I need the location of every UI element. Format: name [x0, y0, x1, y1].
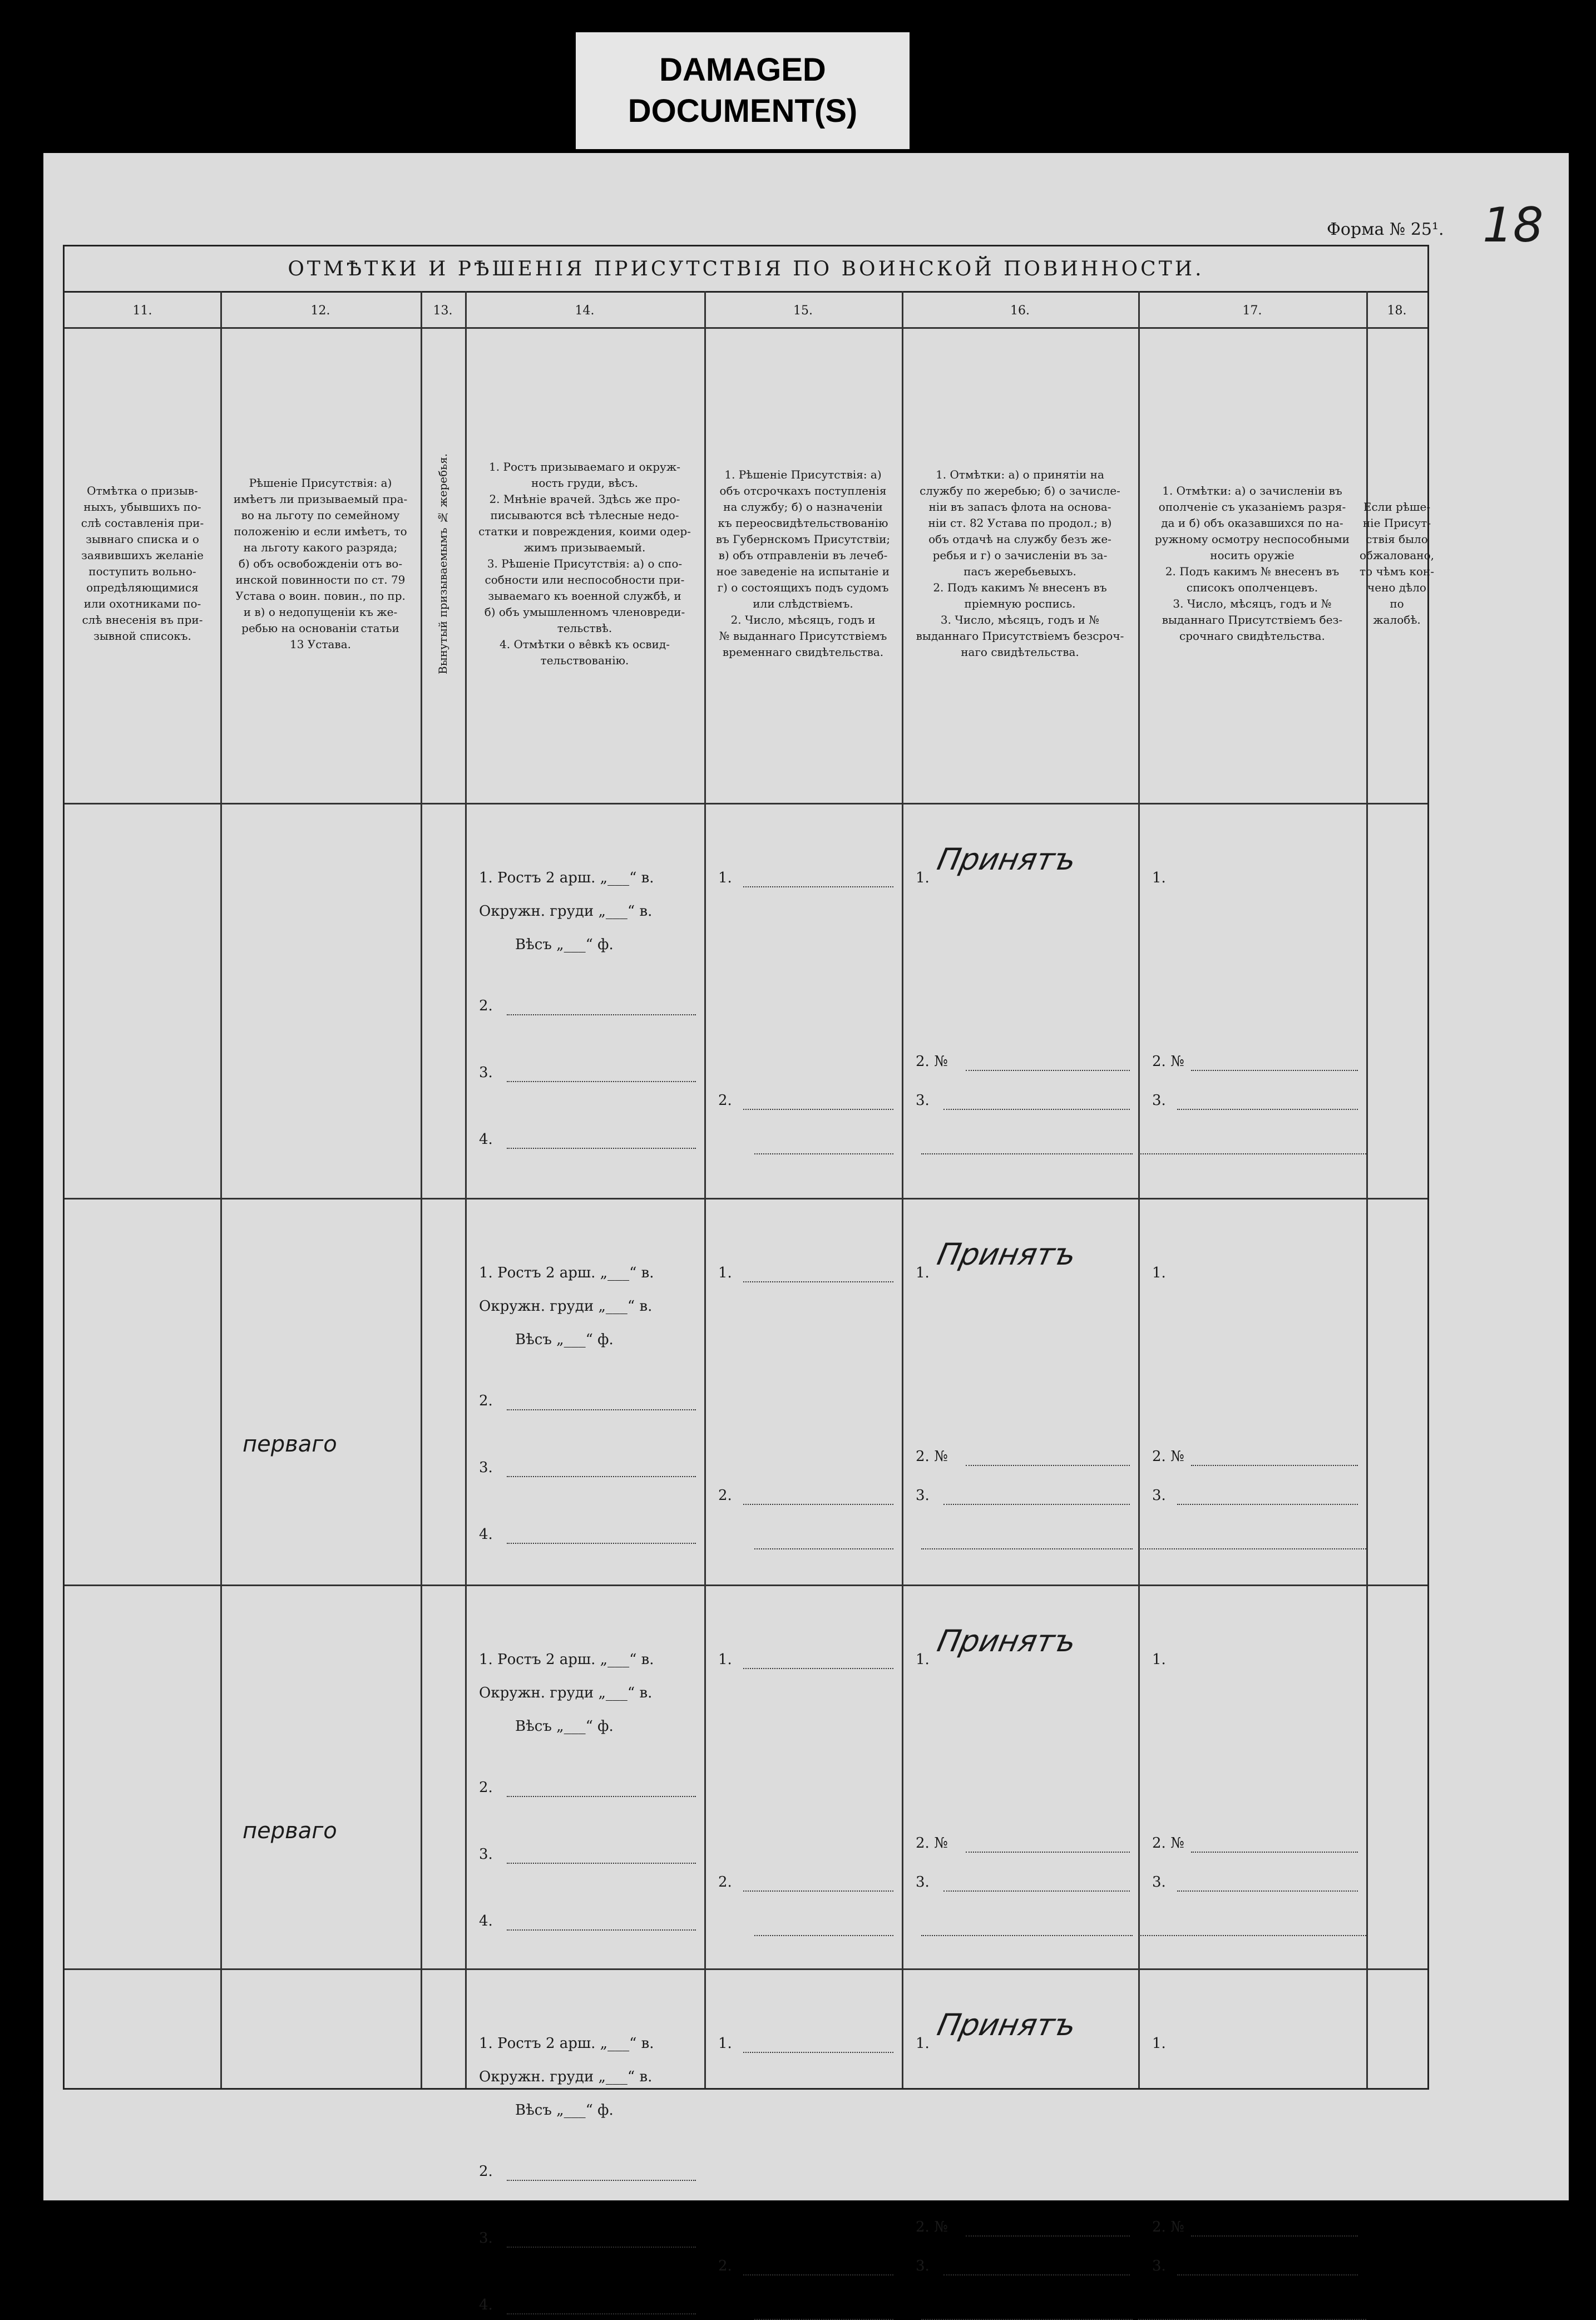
damaged-document-stamp: [576, 32, 910, 149]
item-number: 1.: [916, 1265, 930, 1281]
chest-field: Окружн. груди „___“ в.: [479, 1298, 653, 1315]
fill-line: [1138, 1935, 1366, 1936]
item-number: 2.: [718, 1092, 732, 1109]
item-number: 3.: [479, 2230, 493, 2247]
weight-field: Вѣсъ „___“ ф.: [515, 1718, 614, 1735]
column-header: Если рѣше- ніе Присут- ствія было обжаловано, то чѣмъ кон- чено дѣло по жалобѣ.: [1359, 500, 1435, 626]
fill-line: [1177, 1109, 1358, 1110]
register-form-table: [63, 245, 1435, 2313]
fill-line: [1191, 1070, 1358, 1071]
column-header: Рѣшеніе Присутствія: а) имѣетъ ли призываемый пра- во на льготу по семейному положенію и если имѣетъ, то на льготу какого разряда; б) объ освобожденіи отъ во- инской повинности по ст. 79 Устава о воин. повин., по пр. и в) о недопущеніи къ же- ребью на основаніи статьи 13 Устава.: [233, 476, 408, 651]
item-number: 1.: [1152, 870, 1166, 886]
fill-line: [754, 1153, 893, 1154]
militia-number-field: 2. №: [1152, 2219, 1184, 2235]
fill-line: [743, 2274, 893, 2275]
stamp-line-1: DAMAGED: [659, 52, 826, 88]
accepted-signature: Принятъ: [934, 842, 1080, 877]
item-number: 1.: [718, 2035, 732, 2052]
fill-line: [743, 2052, 893, 2053]
item-number: 2.: [479, 998, 493, 1014]
fill-line: [1191, 2235, 1358, 2237]
item-number: 2.: [479, 1393, 493, 1409]
item-number: 3.: [916, 2258, 930, 2274]
item-number: 4.: [479, 1131, 493, 1148]
row-divider: [65, 1198, 1427, 1200]
item-number: 1.: [916, 1651, 930, 1668]
fill-line: [743, 1281, 893, 1282]
column-number: 12.: [310, 303, 330, 318]
fill-line: [507, 1014, 696, 1015]
fill-line: [507, 2247, 696, 2248]
fill-line: [1177, 1890, 1358, 1892]
fill-line: [1177, 2274, 1358, 2275]
roster-number-field: 2. №: [916, 1053, 948, 1070]
column-header: [421, 330, 465, 797]
height-field: 1. Ростъ 2 арш. „___“ в.: [479, 1651, 654, 1668]
weight-field: Вѣсъ „___“ ф.: [515, 1331, 614, 1348]
item-number: 3.: [479, 1846, 493, 1863]
accepted-signature: Принятъ: [934, 1237, 1080, 1272]
column-header: 1. Отмѣтки: а) о принятіи на службу по жеребью; б) о зачисле- ніи въ запасъ флота на основа- ніи ст. 82 Устава по продол.; в) объ отдачѣ на службу безъ же- ребья и г) о зачисленіи въ за- пасъ жеребьевыхъ. 2. Подъ какимъ № внесенъ въ пріемную роспись. 3. Число, мѣсяцъ, годъ и № выданнаго Присутствіемъ безсроч- наго свидѣтельства.: [916, 468, 1124, 659]
fill-line: [507, 1148, 696, 1149]
fill-line: [743, 1109, 893, 1110]
fill-line: [921, 1935, 1133, 1936]
fill-line: [943, 1109, 1130, 1110]
item-number: 3.: [479, 1064, 493, 1081]
item-number: 3.: [1152, 1874, 1166, 1890]
column-header: 1. Рѣшеніе Присутствія: а) объ отсрочкахъ поступленія на службу; б) о назначеніи къ переосвидѣтельствованію въ Губернскомъ Присутствіи; в) объ отправленіи въ лечеб- ное заведеніе на испытаніе и г) о состоящихъ подъ судомъ или слѣдствіемъ. 2. Число, мѣсяцъ, годъ и № выданнаго Присутствіемъ временнаго свидѣтельства.: [715, 468, 891, 659]
item-number: 1.: [718, 870, 732, 886]
form-title: ОТМѢТКИ И РѢШЕНІЯ ПРИСУТСТВІЯ ПО ВОИНСКОЙ ПОВИННОСТИ.: [65, 246, 1427, 293]
item-number: 2.: [479, 1779, 493, 1796]
page-number: 18: [1483, 198, 1544, 253]
fill-line: [754, 1548, 893, 1549]
item-number: 3.: [916, 1874, 930, 1890]
fill-line: [754, 1935, 893, 1936]
fill-line: [507, 2313, 696, 2314]
item-number: 3.: [916, 1487, 930, 1504]
row-divider: [65, 1968, 1427, 1970]
fill-line: [966, 1852, 1130, 1853]
column-number: 14.: [575, 303, 595, 318]
row-divider: [65, 803, 1427, 804]
height-field: 1. Ростъ 2 арш. „___“ в.: [479, 870, 654, 886]
item-number: 1.: [1152, 1265, 1166, 1281]
row-divider: [65, 1584, 1427, 1586]
item-number: 3.: [1152, 1487, 1166, 1504]
weight-field: Вѣсъ „___“ ф.: [515, 936, 614, 953]
item-number: 2.: [718, 1487, 732, 1504]
item-number: 4.: [479, 1913, 493, 1929]
chest-field: Окружн. груди „___“ в.: [479, 2069, 653, 2085]
item-number: 3.: [1152, 2258, 1166, 2274]
militia-number-field: 2. №: [1152, 1448, 1184, 1465]
roster-number-field: 2. №: [916, 2219, 948, 2235]
fill-line: [507, 1543, 696, 1544]
column-header: 1. Отмѣтки: а) о зачисленіи въ ополченіе съ указаніемъ разря- да и б) объ оказавшихся по на- ружному осмотру неспособными носить оружіе 2. Подъ какимъ № внесенъ въ списокъ ополченцевъ. 3. Число, мѣсяцъ, годъ и № выданнаго Присутствіемъ без- срочнаго свидѣтельства.: [1154, 484, 1350, 643]
fill-line: [1138, 1548, 1366, 1549]
stamp-line-2: DOCUMENT(S): [627, 93, 858, 129]
fill-line: [1191, 1852, 1358, 1853]
privilege-decision-handwriting: перваго: [243, 1432, 337, 1457]
item-number: 2.: [718, 2258, 732, 2274]
item-number: 1.: [1152, 2035, 1166, 2052]
weight-field: Вѣсъ „___“ ф.: [515, 2102, 614, 2119]
fill-line: [966, 1465, 1130, 1466]
fill-line: [507, 1796, 696, 1797]
column-number: 15.: [793, 303, 813, 318]
fill-line: [943, 1890, 1130, 1892]
fill-line: [507, 1929, 696, 1931]
fill-line: [507, 1409, 696, 1410]
privilege-decision-handwriting: перваго: [243, 1818, 337, 1844]
fill-line: [921, 1153, 1133, 1154]
accepted-signature: Принятъ: [934, 2007, 1080, 2042]
fill-line: [507, 2180, 696, 2181]
chest-field: Окружн. груди „___“ в.: [479, 1685, 653, 1701]
item-number: 1.: [718, 1651, 732, 1668]
fill-line: [507, 1476, 696, 1477]
fill-line: [507, 1863, 696, 1864]
column-number: 17.: [1242, 303, 1262, 318]
item-number: 4.: [479, 2297, 493, 2313]
item-number: 1.: [916, 870, 930, 886]
fill-line: [743, 1668, 893, 1669]
item-number: 1.: [718, 1265, 732, 1281]
fill-line: [1138, 1153, 1366, 1154]
fill-line: [507, 1081, 696, 1082]
fill-line: [1191, 1465, 1358, 1466]
item-number: 3.: [1152, 1092, 1166, 1109]
fill-line: [966, 2235, 1130, 2237]
militia-number-field: 2. №: [1152, 1835, 1184, 1852]
item-number: 3.: [916, 1092, 930, 1109]
item-number: 3.: [479, 1459, 493, 1476]
height-field: 1. Ростъ 2 арш. „___“ в.: [479, 2035, 654, 2052]
fill-line: [743, 886, 893, 887]
column-number: 16.: [1010, 303, 1030, 318]
fill-line: [743, 1504, 893, 1505]
column-header: Отмѣтка о призыв- ныхъ, убывшихъ по- слѣ составленія при- зывнаго списка и о заявившихъ желаніе поступить вольно- опредѣляющимися или охотниками по- слѣ внесенія въ при- зывной списокъ.: [81, 484, 204, 643]
fill-line: [921, 1548, 1133, 1549]
militia-number-field: 2. №: [1152, 1053, 1184, 1070]
column-header: 1. Ростъ призываемаго и окруж- ность груди, вѣсъ. 2. Мнѣніе врачей. Здѣсь же про- писываются всѣ тѣлесные недо- статки и повреждения, коими одер- жимъ призываемый. 3. Рѣшеніе Присутствія: а) о спо- собности или неспособности при- зываемаго къ военной службѣ, и б) объ умышленномъ членовреди- тельствѣ. 4. Отмѣтки о ве̂вкѣ къ освид- тельствованію.: [478, 460, 691, 667]
item-number: 2.: [718, 1874, 732, 1890]
column-number: 13.: [433, 303, 453, 318]
fill-line: [943, 1504, 1130, 1505]
fill-line: [1177, 1504, 1358, 1505]
fill-line: [943, 2274, 1130, 2275]
roster-number-field: 2. №: [916, 1835, 948, 1852]
column-header-text: Вынутый призываемымъ № жеребья.: [436, 453, 449, 674]
accepted-signature: Принятъ: [934, 1623, 1080, 1658]
item-number: 4.: [479, 1526, 493, 1543]
fill-line: [966, 1070, 1130, 1071]
chest-field: Окружн. груди „___“ в.: [479, 903, 653, 920]
form-number: Форма № 25¹.: [1327, 220, 1444, 239]
item-number: 1.: [916, 2035, 930, 2052]
roster-number-field: 2. №: [916, 1448, 948, 1465]
column-number: 11.: [132, 303, 152, 318]
column-number: 18.: [1387, 303, 1407, 318]
fill-line: [743, 1890, 893, 1892]
row-divider: [65, 327, 1427, 329]
item-number: 1.: [1152, 1651, 1166, 1668]
item-number: 2.: [479, 2163, 493, 2180]
height-field: 1. Ростъ 2 арш. „___“ в.: [479, 1265, 654, 1281]
